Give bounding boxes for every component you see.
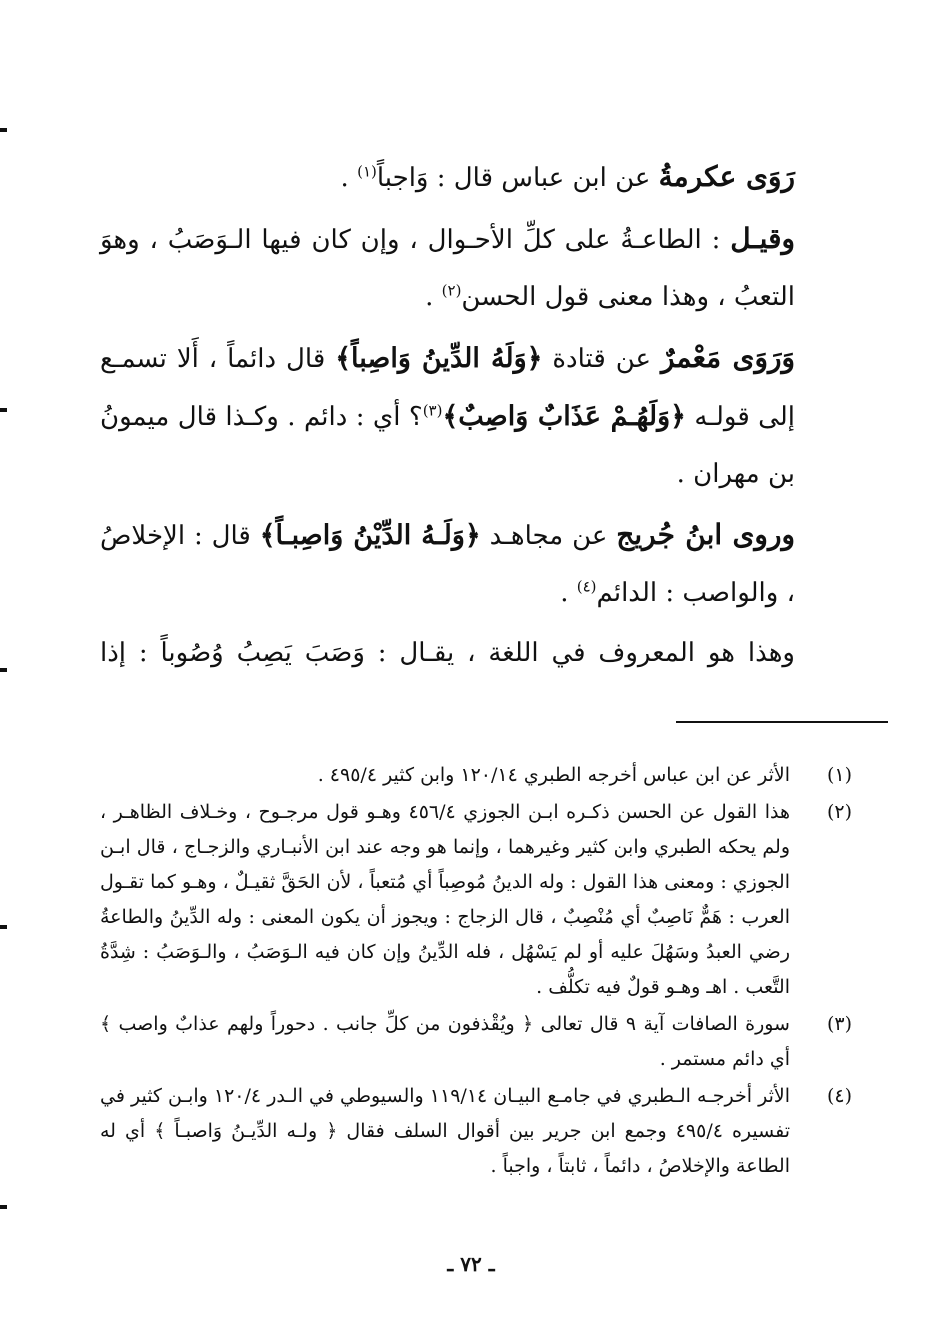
paragraph-lead: وَرَوَى مَعْمرٌ [660, 341, 796, 374]
quran-quote: ﴿وَلَهُ الدِّينُ وَاصِباً﴾ [335, 343, 543, 374]
paragraph-5 [100, 625, 795, 682]
footnote-text: هذا القول عن الحسن ذكـره ابـن الجوزي ٤٥٦/٤ وهـو قول مرجـوح ، وخـلاف الظاهـر ، ولم يحكه الطبري وابن كثير وغيرهما ، وإنما هو وجه عند ابن الأنبـاري والزجـاج ، قال ابـن الجوزي : ومعنى هذا القول : وله الدينُ مُوصِباً أي مُتعباً ، لأن الحَقَّ ثقيـلٌ ، وهـو كما تقـول العرب : هَمٌّ نَاصِبٌ أي مُنْصِبٌ ، قال الزجاج : ويجوز أن يكون المعنى : وله الدِّينُ والطاعةُ رضي العبدُ وسَهُلَ عليه أو لم يَسْهُل ، فله الدِّينُ وإن كان فيه الـوَصَبُ ، والـوَصَبُ : شِدَّةُ التَّعب . اهـ وهـو قولٌ فيه تكلُّف . [99, 801, 790, 998]
footnote-2 [100, 795, 852, 1005]
paragraph-text: قال : الإخلاصُ ، والواصب : الدائم [100, 521, 795, 608]
footnote-text: الأثر عن ابن عباس أخرجه الطبري ١٢٠/١٤ وابن كثير ٤٩٥/٤ . [317, 764, 790, 786]
footnote-ref-3[interactable]: (٣) [422, 401, 443, 420]
scan-edge-mark [0, 925, 7, 929]
footnote-number: (٣) [826, 1013, 852, 1035]
paragraph-text: : الطاعـةُ على كلِّ الأحـوال ، وإن كان فيها الـوَصَبُ ، وهوَ التعبُ ، وهذا معنى قول الحسن [100, 225, 795, 312]
footnote-ref-1[interactable]: (١) [357, 162, 377, 181]
scan-edge-mark [0, 408, 7, 412]
footnote-text: الأثر أخرجـه الـطبري في جامـع البيـان ١١٩/١٤ والسيوطي في الـدر ١٢٠/٤ وابـن كثير في تفسيره ٤٩٥/٤ وجمع ابن جرير بين أقوال السلف فقال ﴿ ولـه الدِّيـنُ وَاصبـاً ﴾ أي له الطاعة والإخلاصُ ، دائماً ، ثابتاً ، واجباً . [100, 1085, 790, 1177]
quran-quote: ﴿وَلَـهُ الدِّيْنُ وَاصِبـاً﴾ [259, 520, 481, 551]
footnote-number: (٤) [826, 1085, 852, 1107]
footnote-number: (٢) [826, 801, 852, 823]
footnote-ref-2[interactable]: (٢) [441, 281, 462, 300]
paragraph-1 [100, 148, 795, 207]
quran-quote: ﴿وَلَهُـمْ عَذَابٌ وَاصِبٌ﴾ [442, 401, 686, 432]
paragraph-text: . [340, 163, 358, 193]
paragraph-text: عن قتادة [542, 344, 661, 374]
paragraph-text: عن ابن عباس قال : وَاجباً [376, 163, 659, 193]
paragraph-lead: رَوَى عكرمةُ [658, 160, 795, 193]
footnote-separator [676, 721, 888, 723]
scan-edge-mark [0, 668, 7, 672]
scan-edge-mark [0, 128, 7, 132]
paragraph-text: قال دائماً ، أَلا تسمـع إلى قولـه [100, 344, 795, 432]
footnote-4 [100, 1079, 852, 1184]
footnote-number: (١) [826, 764, 852, 786]
paragraph-text: وهذا هو المعروف في اللغة ، يقـال : وَصَبَ يَصِبُ وُصُوباً : إذا [100, 638, 795, 668]
paragraph-text: ؟ أي : دائم . وكـذا قال ميمونُ بن مهران . [100, 402, 795, 489]
paragraph-text: . [425, 282, 442, 312]
paragraph-lead: وقيـل [730, 222, 795, 255]
footnote-3 [100, 1007, 852, 1077]
paragraph-text: عن مجاهـد [480, 521, 617, 551]
paragraph-3 [100, 329, 795, 503]
page-number: ـ ٧٢ ـ [447, 1252, 495, 1276]
main-text [100, 148, 795, 685]
footnote-text: سورة الصافات آية ٩ قال تعالى ﴿ ويُقْذفون من كلِّ جانب . دحوراً ولهم عذابٌ واصب ﴾ أي دائم مستمر . [100, 1013, 790, 1070]
paragraph-text: . [560, 578, 577, 608]
footnotes [100, 758, 852, 1186]
paragraph-2 [100, 210, 795, 326]
paragraph-lead: وروى ابنُ جُريج [616, 518, 795, 551]
footnote-1 [100, 758, 852, 793]
scan-edge-mark [0, 1205, 7, 1209]
footnote-ref-4[interactable]: (٤) [576, 577, 597, 596]
paragraph-4 [100, 506, 795, 622]
